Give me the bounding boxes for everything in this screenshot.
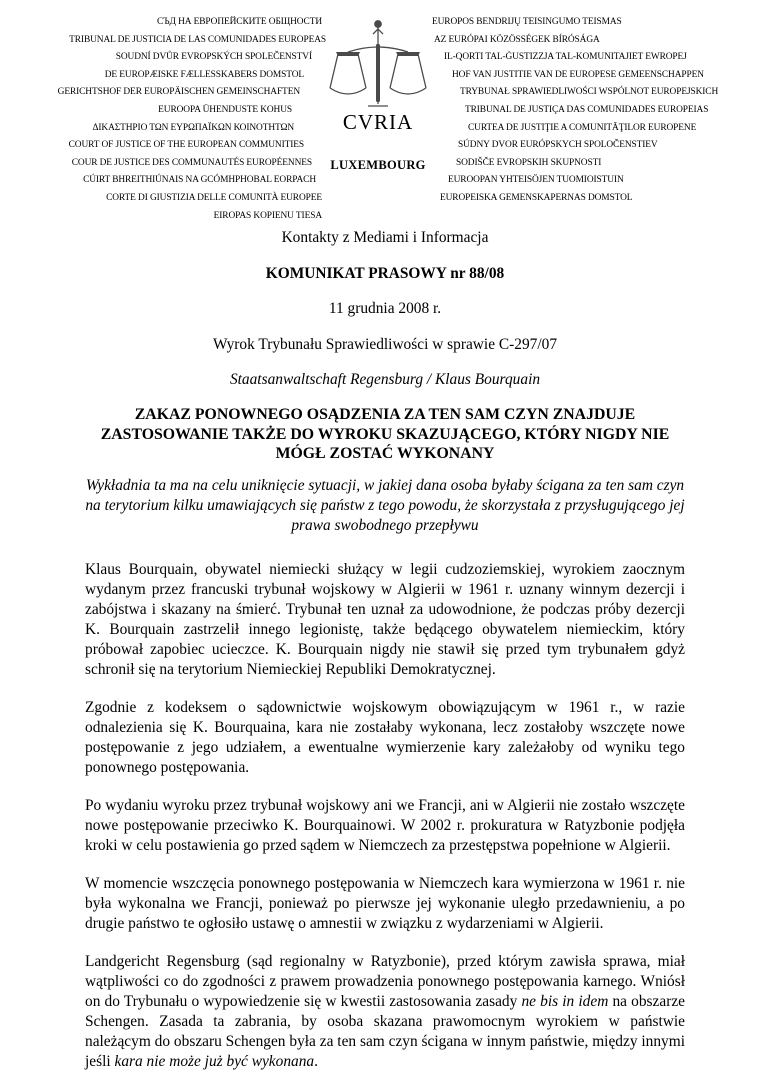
paragraph: Klaus Bourquain, obywatel niemiecki służący w legii cudzoziemskiej, wyrokiem zaocznym wydanym przez francuski trybunał wojskowy w Algierii w 1961 r. uznany winnym dezercji i zabójstwa i skazany na śmierć. Trybunał ten uznał za udowodnione, że podczas próby dezercji K. Bourquain zastrzelił innego legionistę, także będącego obywatelem niemieckim, który próbował zapobiec ucieczce. K. Bourquain nigdy nie stawił się przed tym trybunałem gdyż schronił się na terytorium Niemieckiej Republiki Demokratycznej. [85, 560, 685, 678]
paragraph: Po wydaniu wyroku przez trybunał wojskowy ani we Francji, ani w Algierii nie zostało wszczęte nowe postępowanie przeciwko K. Bourquainowi. W 2002 r. prokuratura w Ratyzbonie podjęła kroki w celu postawienia go przed sądem w Niemczech za przestępstwa popełnione w Algierii. [85, 796, 685, 854]
paragraph [85, 952, 685, 1072]
case-parties: Staatsanwaltschaft Regensburg / Klaus Bourquain [229, 371, 541, 388]
release-date: 11 grudnia 2008 r. [328, 300, 442, 317]
contact-line: Kontakty z Mediami i Informacja [281, 229, 489, 246]
judgment-reference: Wyrok Trybunału Sprawiedliwości w sprawie C-297/07 [212, 336, 558, 353]
court-name: TRIBUNAL DE JUSTIÇA DAS COMUNIDADES EUROPEIAS [465, 104, 709, 115]
court-name: COUR DE JUSTICE DES COMMUNAUTÉS EUROPÉENNES [71, 157, 312, 168]
court-names-right [432, 14, 752, 208]
latin-phrase: ne bis in idem [521, 992, 609, 1010]
court-name: EUROPEISKA GEMENSKAPERNAS DOMSTOL [440, 192, 633, 203]
court-name: DE EUROPÆISKE FÆLLESSKABERS DOMSTOL [104, 69, 304, 80]
summary: Wykładnia ta ma na celu uniknięcie sytuacji, w jakiej dana osoba byłaby ścigana za ten sam czyn na terytorium kilku umawiających się państw z tego powodu, że skorzystała z przysługującego jej prawa swobodnego przepływu [85, 476, 685, 534]
court-name: IL-QORTI TAL-ĠUSTIZZJA TAL-KOMUNITAJIET EWROPEJ [444, 52, 687, 63]
court-name: TRYBUNAŁ SPRAWIEDLIWOŚCI WSPÓLNOT EUROPEJSKICH [460, 87, 719, 98]
logo-city: LUXEMBOURG [330, 158, 426, 172]
paragraph-text: na obszarze Schengen. Zasada ta zabrania, by osoba skazana prawomocnym wyrokiem w państwie należącym do obszaru Schengen była za ten sam czyn ścigana w innym państwie, między innymi jeśli [85, 992, 685, 1070]
paragraph-text: Landgericht Regensburg (sąd regionalny w Ratyzbonie), przed którym zawisła sprawa, miał wątpliwości co do zgodności z prawem prowadzenia ponownego postępowania karnego. Wniósł on do Trybunału o wypowiedzenie się w kwestii zastosowania zasady [85, 952, 685, 1010]
paragraph-text: . [314, 1052, 318, 1070]
court-logo [318, 8, 438, 188]
court-name: SÚDNY DVOR EURÓPSKYCH SPOLOČENSTIEV [458, 140, 658, 151]
court-name: СЪД НА ЕВРОПЕЙСКИТЕ ОБЩНОСТИ [156, 17, 322, 27]
court-name: SODIŠČE EVROPSKIH SKUPNOSTI [456, 157, 602, 168]
press-release-number: KOMUNIKAT PRASOWY nr 88/08 [265, 265, 505, 282]
court-name: GERICHTSHOF DER EUROPÄISCHEN GEMEINSCHAFTEN [57, 87, 300, 98]
court-name: COURT OF JUSTICE OF THE EUROPEAN COMMUNITIES [68, 140, 304, 151]
court-name: EUROPOS BENDRIJŲ TEISINGUMO TEISMAS [432, 17, 622, 27]
paragraph: W momencie wszczęcia ponownego postępowania w Niemczech kara wymierzona w 1961 r. nie była wykonalna we Francji, ponieważ po pierwsze jej wykonanie uległo przedawnieniu, a po drugie państwo te ogłosiło ustawę o amnestii w związku z wydarzeniami w Algierii. [85, 874, 685, 932]
court-name: TRIBUNAL DE JUSTICIA DE LAS COMUNIDADES EUROPEAS [69, 34, 326, 45]
court-emblem-icon [318, 8, 438, 118]
headline: ZAKAZ PONOWNEGO OSĄDZENIA ZA TEN SAM CZYN ZNAJDUJE ZASTOSOWANIE TAKŻE DO WYROKU SKAZUJĄCEGO, KTÓRY NIGDY NIE MÓGŁ ZOSTAĆ WYKONANY [100, 406, 670, 462]
court-names-left [40, 14, 326, 225]
court-name: CORTE DI GIUSTIZIA DELLE COMUNITÀ EUROPEE [106, 192, 322, 203]
court-name: EIROPAS KOPIENU TIESA [213, 210, 322, 221]
court-name: EUROOPA ÜHENDUSTE KOHUS [158, 104, 292, 115]
court-name: CÚIRT BHREITHIÚNAIS NA GCÓMHPHOBAL EORPACH [83, 175, 316, 186]
court-name: AZ EURÓPAI KÖZÖSSÉGEK BÍRÓSÁGA [434, 34, 600, 45]
court-name: SOUDNÍ DVŮR EVROPSKÝCH SPOLEČENSTVÍ [115, 52, 312, 63]
press-release-body [85, 228, 685, 1072]
emphasis-text: kara nie może już być wykonana [114, 1052, 315, 1070]
paragraph: Zgodnie z kodeksem o sądownictwie wojskowym obowiązującym w 1961 r., w razie odnalezienia się K. Bourquaina, kara nie zostałaby wykonana, lecz zostałoby wszczęte nowe postępowanie z jego udziałem, a ewentualne wymierzenie kary zależałoby od wyniku tego ponownego postępowania. [85, 698, 685, 776]
court-name: EUROOPAN YHTEISÖJEN TUOMIOISTUIN [448, 175, 624, 186]
court-name: HOF VAN JUSTITIE VAN DE EUROPESE GEMEENSCHAPPEN [452, 69, 704, 80]
court-name: CURTEA DE JUSTIŢIE A COMUNITĂŢILOR EUROPENE [468, 122, 697, 133]
court-name: ΔΙΚΑΣΤΗΡΙΟ ΤΩΝ ΕΥΡΩΠΑΪΚΩΝ ΚΟΙΝΟΤΗΤΩΝ [92, 122, 294, 133]
logo-text: CVRIA [342, 110, 414, 134]
